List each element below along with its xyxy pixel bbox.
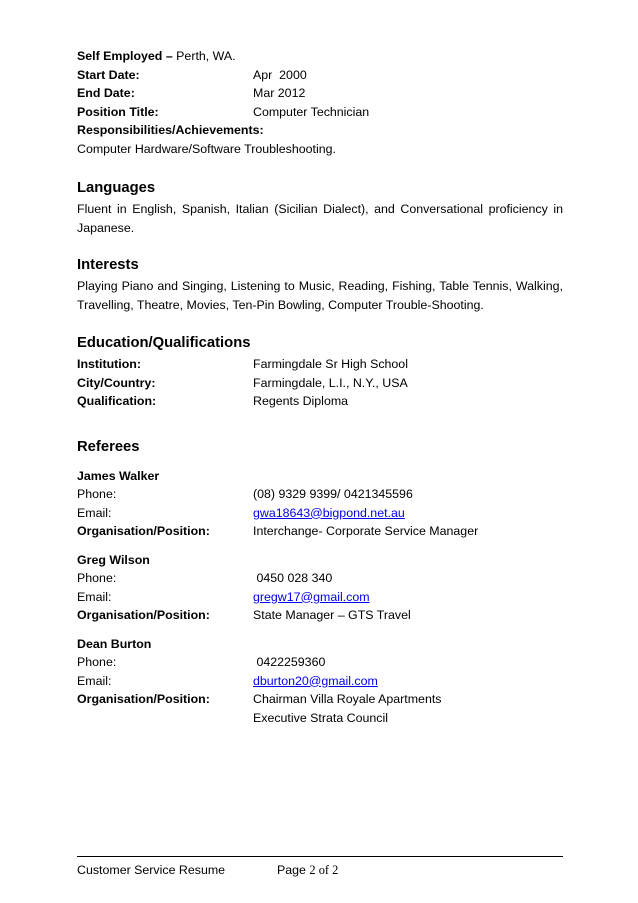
interests-text: Playing Piano and Singing, Listening to Music, Reading, Fishing, Table Tennis, Walking, Travelling, Theatre, Movies, Ten-Pin Bowling, Computer Trouble-Shooting. [77,279,563,312]
email-label: Email: [77,589,112,604]
education-row [77,392,563,411]
responsibilities-label: Responsibilities/Achievements: [77,123,264,137]
employer-location: Perth, WA. [172,49,236,63]
qualification-label: Qualification: [77,394,157,408]
education-heading: Education/Qualifications [77,335,251,351]
qualification-value: Regents Diploma [253,394,349,408]
start-date-label: Start Date: [77,67,140,82]
phone-value: 0422259360 [253,655,326,669]
phone-label: Phone: [77,571,117,585]
employer-line [77,47,563,66]
employment-row [77,103,563,122]
referee-entry [77,635,563,728]
referees-section [77,437,563,728]
position-title-label: Position Title: [77,104,159,119]
languages-heading: Languages [77,180,156,196]
footer-document-title: Customer Service Resume [77,863,226,877]
resume-page-content [77,47,563,727]
referee-name: James Walker [77,468,160,483]
employment-row [77,66,563,85]
organisation-position-label: Organisation/Position: [77,608,210,622]
responsibilities-text: Computer Hardware/Software Troubleshooting. [77,141,336,156]
city-country-label: City/Country: [77,375,156,390]
phone-label: Phone: [77,655,117,669]
organisation-position-label: Organisation/Position: [77,524,210,538]
email-link[interactable]: gwa18643@bigpond.net.au [253,505,405,520]
education-row [77,355,563,374]
phone-value: (08) 9329 9399/ 0421345596 [253,487,413,501]
referee-entry [77,467,563,541]
email-label: Email: [77,505,112,520]
employer-name: Self Employed – [77,49,173,63]
start-date-value: Apr 2000 [253,67,307,82]
referee-name: Greg Wilson [77,552,150,567]
organisation-position-label: Organisation/Position: [77,692,210,706]
email-label: Email: [77,673,112,688]
institution-value: Farmingdale Sr High School [253,357,408,371]
employment-section [77,47,563,158]
institution-label: Institution: [77,357,141,371]
footer-page-number: Page 2 of 2 [277,863,339,877]
languages-text: Fluent in English, Spanish, Italian (Sicilian Dialect), and Conversational proficiency in Japanese. [77,202,563,235]
education-section [77,333,563,411]
end-date-label: End Date: [77,86,135,100]
city-country-value: Farmingdale, L.I., N.Y., USA [253,375,408,390]
end-date-value: Mar 2012 [253,86,306,100]
organisation-position-value: Interchange- Corporate Service Manager [253,524,479,538]
languages-section [77,178,563,237]
education-row [77,374,563,393]
interests-heading: Interests [77,257,139,273]
position-title-value: Computer Technician [253,104,370,119]
referee-entry [77,551,563,625]
email-link[interactable]: gregw17@gmail.com [253,589,370,604]
employment-row [77,84,563,103]
interests-section [77,255,563,314]
referee-name: Dean Burton [77,636,152,651]
referees-heading: Referees [77,438,140,455]
organisation-position-value: State Manager – GTS Travel [253,608,411,622]
organisation-position-value: Chairman Villa Royale Apartments [253,692,442,706]
organisation-position-value-line2: Executive Strata Council [253,710,388,725]
phone-value: 0450 028 340 [253,571,333,585]
email-link[interactable]: dburton20@gmail.com [253,673,378,688]
phone-label: Phone: [77,487,117,501]
page-footer [77,856,563,877]
